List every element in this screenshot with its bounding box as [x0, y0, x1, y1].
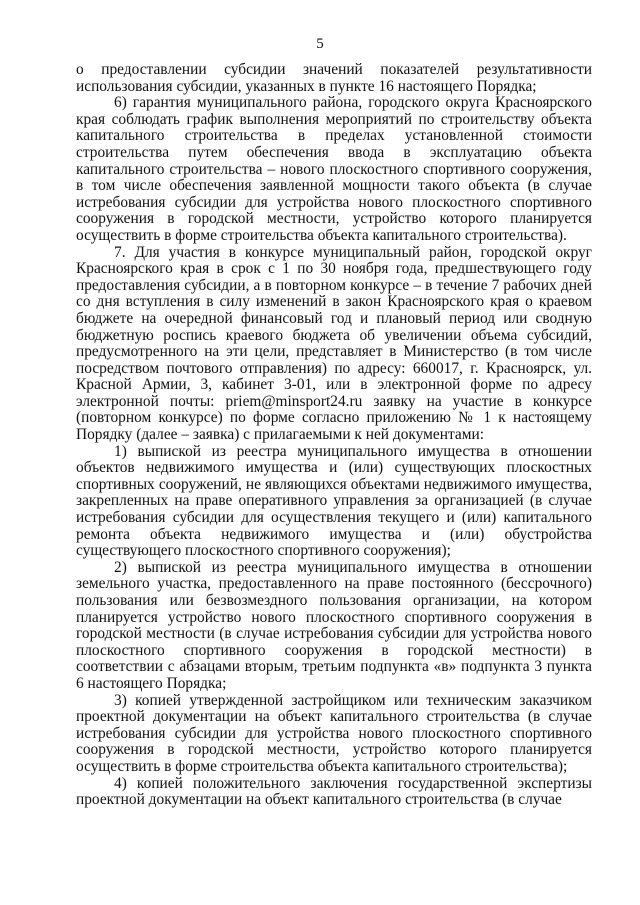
paragraph-continuation: о предоставлении субсидии значений показателей результативности использования субсидии, указанных в пункте 16 настоящего Порядка; [76, 61, 592, 95]
paragraph-clause-7: 7. Для участия в конкурсе муниципальный район, городской округ Красноярского края в срок с 1 по 30 ноября года, предшествующего году предоставления субсидии, а в повторном конкурсе – в течение 7 рабочих дней со дня вступления в силу изменений в закон Красноярского края о краевом бюджете на очередной финансовый год и плановый период или сводную бюджетную роспись краевого бюджета об увеличении объема субсидий, предусмотренного на эти цели, представляет в Министерство (в том числе посредством почтового отправления) по адресу: 660017, г. Красноярск, ул. Красной Армии, 3, кабинет 3-01, или в электронной форме по адресу электронной почты: priem@minsport24.ru заявку на участие в конкурсе (повторном конкурсе) по форме согласно приложению № 1 к настоящему Порядку (далее – заявка) с прилагаемыми к ней документами: [76, 243, 592, 444]
paragraph-subitem-4: 4) копией положительного заключения государственной экспертизы проектной документации на объект капитального строительства (в случае [76, 774, 592, 809]
document-body [76, 62, 592, 809]
paragraph-subitem-1: 1) выпиской из реестра муниципального имущества в отношении объектов недвижимого имущества и (или) существующих плоскостных спортивных сооружений, не являющихся объектами недвижимого имущества, закрепленных на праве оперативного управления за организацией (в случае истребования субсидии для осуществления текущего и (или) капитального ремонта объекта недвижимого имущества и (или) обустройства существующего плоскостного спортивного сооружения); [76, 442, 592, 560]
page-number: 5 [316, 36, 324, 52]
paragraph-item-6: 6) гарантия муниципального района, городского округа Красноярского края соблюдать график выполнения мероприятий по строительству объекта капитального строительства в пределах установленной стоимости строительства путем обеспечения ввода в эксплуатацию объекта капитального строительства – нового плоскостного спортивного сооружения, в том числе обеспечения заявленной мощности такого объекта (в случае истребования субсидии для устройства нового плоскостного спортивного сооружения в городской местности, устройство которого планируется осуществить в форме строительства объекта капитального строительства). [76, 94, 592, 244]
paragraph-subitem-3: 3) копией утвержденной застройщиком или техническим заказчиком проектной документации на объект капитального строительства (в случае истребования субсидии для устройства нового плоскостного спортивного сооружения в городской местности, устройство которого планируется осуществить в форме строительства объекта капитального строительства); [76, 691, 592, 775]
paragraph-subitem-2: 2) выпиской из реестра муниципального имущества в отношении земельного участка, предоставленного на праве постоянного (бессрочного) пользования или безвозмездного пользования организации, на котором планируется устройство нового плоскостного спортивного сооружения в городской местности (в случае истребования субсидии для устройства нового плоскостного спортивного сооружения в городской местности) в соответствии с абзацами вторым, третьим подпункта «в» подпункта 3 пункта 6 настоящего Порядка; [76, 558, 592, 692]
